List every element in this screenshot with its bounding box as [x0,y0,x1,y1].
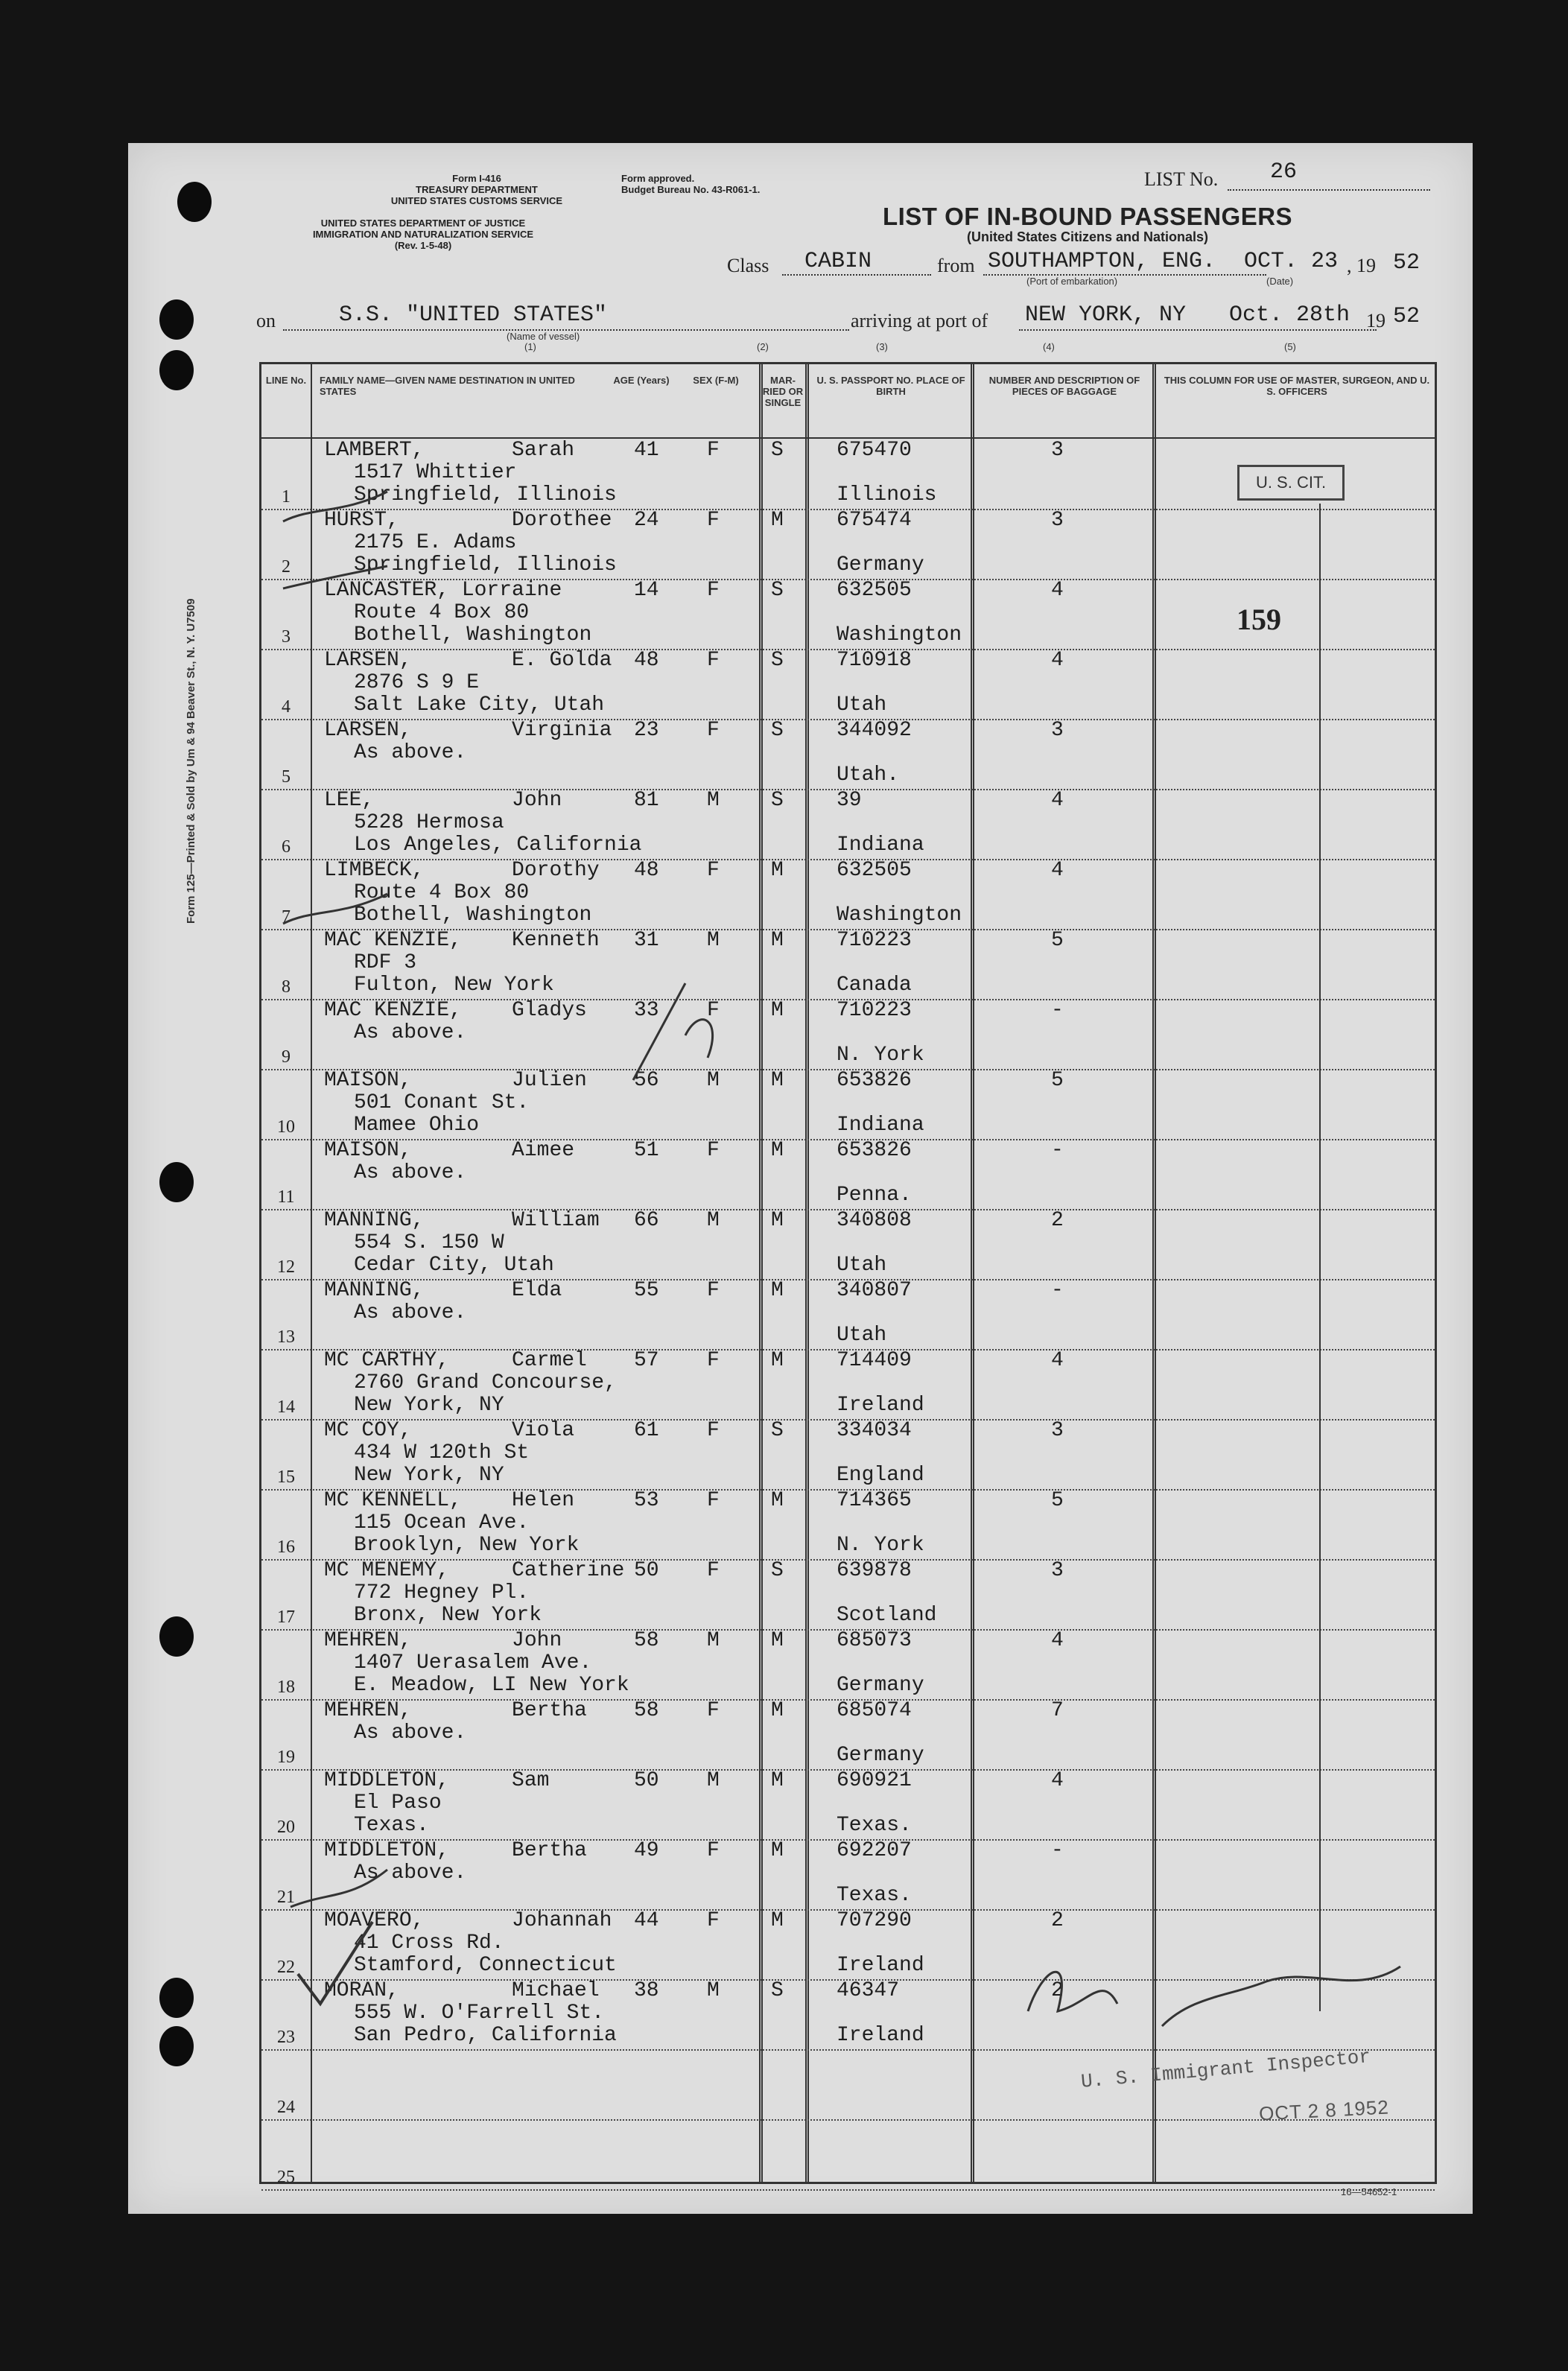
on-label: on [256,310,276,331]
check-mark [283,894,387,924]
arrival-date: Oct. 28th [1229,302,1350,328]
col-head-age: AGE (Years) [613,375,670,386]
passenger-name: MIDDLETON, Sam [324,1769,550,1792]
address-line-2: Bothell, Washington [354,904,592,927]
address-line-2: Los Angeles, California [354,834,642,857]
inspector-stamp: U. S. Immigrant Inspector [1080,2045,1372,2093]
marital-status: S [771,1419,784,1442]
age: 81 [634,789,659,812]
col-head-sex: SEX (F-M) [693,375,739,386]
form-number: Form I-416 [452,173,501,184]
marital-status: M [771,1279,784,1302]
marital-status: M [771,859,784,882]
class-value: CABIN [804,249,872,274]
age: 23 [634,719,659,742]
place-of-birth: Washington [837,623,962,647]
address-line-1: Route 4 Box 80 [354,881,530,904]
passport-number: 710918 [837,649,912,672]
address-line-1: 772 Hegney Pl. [354,1581,530,1605]
sex: F [707,1909,720,1932]
passport-number: 334034 [837,1419,912,1442]
address-line-2: Springfield, Illinois [354,483,617,507]
sex: F [707,859,720,882]
col-head-line: LINE No. [265,375,307,386]
age: 24 [634,509,659,532]
address-line-2: Mamee Ohio [354,1114,480,1137]
baggage-count: 3 [1051,1559,1064,1582]
batch-number: 159 [1237,603,1281,636]
place-of-birth: Penna. [837,1184,912,1207]
sex: M [707,1209,720,1232]
passenger-name: MEHREN, Bertha [324,1699,587,1722]
place-of-birth: Germany [837,1744,924,1767]
marital-status: S [771,649,784,672]
passenger-name: MAC KENZIE, Kenneth [324,929,600,952]
line-number: 4 [282,697,291,717]
address-line-2: E. Meadow, LI New York [354,1674,629,1697]
line-number: 7 [282,907,291,927]
line-number: 16 [277,1537,295,1557]
marital-status: M [771,1909,784,1932]
baggage-count: 4 [1051,789,1064,812]
page-subtitle: (United States Citizens and Nationals) [966,229,1209,244]
age: 31 [634,929,659,952]
ins-service: IMMIGRATION AND NATURALIZATION SERVICE [312,229,534,240]
passport-number: 714409 [837,1349,912,1372]
passenger-name: MAC KENZIE, Gladys [324,999,587,1022]
marital-status: M [771,1839,784,1862]
marital-status: M [771,999,784,1022]
age: 38 [634,1979,659,2002]
passport-number: 632505 [837,579,912,602]
line-number: 13 [277,1327,295,1347]
age: 14 [634,579,659,602]
inspector-signature [1028,1972,1117,2011]
baggage-count: 4 [1051,1349,1064,1372]
address-line-1: 555 W. O'Farrell St. [354,2002,605,2025]
place-of-birth: Indiana [837,834,924,857]
form-footer-number: 16—54652-1 [1341,2186,1397,2197]
page-title: LIST OF IN-BOUND PASSENGERS [882,203,1293,230]
address-line-1: 2760 Grand Concourse, [354,1371,617,1394]
address-line-2: Stamford, Connecticut [354,1954,617,1977]
col-head-name: FAMILY NAME—GIVEN NAME DESTINATION IN UNITED STATES [320,375,575,397]
passenger-name: MOAVERO, Johannah [324,1909,612,1932]
address-line-1: As above. [354,1721,467,1745]
passenger-name: LARSEN, Virginia [324,719,612,742]
passport-number: 39 [837,789,862,812]
passport-number: 675470 [837,439,912,462]
baggage-count: 2 [1051,1909,1064,1932]
line-number: 14 [277,1397,295,1417]
age: 61 [634,1419,659,1442]
marital-status: M [771,1769,784,1792]
line-number: 12 [277,1257,295,1277]
passenger-name: MIDDLETON, Bertha [324,1839,587,1862]
list-no-label: LIST No. [1144,168,1219,190]
line-number: 21 [277,1888,295,1907]
sex: F [707,1419,720,1442]
baggage-count: 3 [1051,439,1064,462]
age: 58 [634,1629,659,1652]
baggage-count: - [1051,1139,1064,1162]
address-line-2: San Pedro, California [354,2024,617,2047]
age: 44 [634,1909,659,1932]
baggage-count: 3 [1051,719,1064,742]
marital-status: M [771,929,784,952]
place-of-birth: Ireland [837,1394,924,1417]
sex: F [707,649,720,672]
line-number: 22 [277,1958,295,1977]
passport-number: 692207 [837,1839,912,1862]
baggage-count: 7 [1051,1699,1064,1722]
address-line-1: 5228 Hermosa [354,811,504,834]
passenger-name: LAMBERT, Sarah [324,439,575,462]
passport-number: 710223 [837,999,912,1022]
address-line-1: El Paso [354,1791,442,1815]
address-line-2: Brooklyn, New York [354,1534,580,1557]
line-number: 3 [282,627,291,647]
place-of-birth: Washington [837,904,962,927]
passenger-name: MANNING, William [324,1209,600,1232]
arrival-year: 52 [1393,304,1421,329]
marital-status: S [771,789,784,812]
address-line-1: As above. [354,1301,467,1324]
check-mark [298,1922,372,2004]
passport-number: 340808 [837,1209,912,1232]
place-of-birth: N. York [837,1044,924,1067]
place-of-birth: N. York [837,1534,924,1557]
age: 56 [634,1069,659,1092]
sex: F [707,1699,720,1722]
sex: F [707,439,720,462]
address-line-1: 501 Conant St. [354,1091,530,1114]
passport-number: 675474 [837,509,912,532]
passport-number: 710223 [837,929,912,952]
baggage-count: 4 [1051,579,1064,602]
passenger-name: MORAN, Michael [324,1979,600,2002]
col-head-passport: U. S. PASSPORT NO. PLACE OF BIRTH [816,375,965,397]
passenger-name: MAISON, Aimee [324,1139,575,1162]
place-of-birth: Germany [837,1674,924,1697]
address-line-1: As above. [354,1161,467,1184]
baggage-count: 3 [1051,1419,1064,1442]
line-number: 11 [277,1187,295,1207]
col-number: (5) [1284,341,1296,352]
age: 57 [634,1349,659,1372]
date-value: OCT. 23 [1244,249,1339,274]
year-value: 52 [1393,250,1421,276]
sex: M [707,1629,720,1652]
class-label: Class [727,255,769,276]
sex: F [707,509,720,532]
arriving-label: arriving at port of [851,310,988,331]
passport-number: 685073 [837,1629,912,1652]
baggage-count: 4 [1051,1629,1064,1652]
address-line-2: Texas. [354,1814,429,1837]
vessel-value: S.S. "UNITED STATES" [339,302,608,328]
passport-number: 685074 [837,1699,912,1722]
baggage-count: 2 [1051,1209,1064,1232]
baggage-count: 2 [1051,1979,1064,2002]
marital-status: M [771,1629,784,1652]
line-number: 9 [282,1047,291,1067]
line-number: 10 [277,1117,295,1137]
marital-status: S [771,579,784,602]
col-head-officers: THIS COLUMN FOR USE OF MASTER, SURGEON, AND U. S. OFFICERS [1164,375,1430,397]
from-label: from [937,255,975,276]
passenger-name: MC COY, Viola [324,1419,575,1442]
baggage-count: - [1051,1279,1064,1302]
address-line-2: Bothell, Washington [354,623,592,647]
address-line-1: 41 Cross Rd. [354,1932,504,1955]
address-line-2: Bronx, New York [354,1604,542,1627]
inspector-date: OCT 2 8 1952 [1258,2095,1390,2125]
age: 66 [634,1209,659,1232]
place-of-birth: Texas. [837,1814,912,1837]
passenger-name: LARSEN, E. Golda [324,649,612,672]
place-of-birth: Utah [837,1324,887,1347]
passport-number: 653826 [837,1069,912,1092]
age: 48 [634,649,659,672]
address-line-1: 1517 Whittier [354,461,517,484]
arrival-year-prefix: 19 [1366,310,1386,331]
address-line-2: Springfield, Illinois [354,553,617,577]
form-revision: (Rev. 1-5-48) [394,240,452,251]
place-of-birth: Ireland [837,1954,924,1977]
baggage-count: 5 [1051,1069,1064,1092]
place-of-birth: Canada [837,974,912,997]
place-of-birth: Utah [837,1254,887,1277]
line-number: 24 [277,2098,295,2117]
passport-number: 639878 [837,1559,912,1582]
address-line-2: Cedar City, Utah [354,1254,554,1277]
age: 55 [634,1279,659,1302]
passport-number: 714365 [837,1489,912,1512]
place-of-birth: Scotland [837,1604,937,1627]
marital-status: S [771,439,784,462]
passenger-name: MC KENNELL, Helen [324,1489,575,1512]
passenger-name: MAISON, Julien [324,1069,587,1092]
vessel-caption: (Name of vessel) [507,331,580,342]
treasury-dept: TREASURY DEPARTMENT [416,184,538,195]
marital-status: M [771,1209,784,1232]
baggage-count: 4 [1051,1769,1064,1792]
passenger-name: LEE, John [324,789,562,812]
passport-number: 690921 [837,1769,912,1792]
passport-number: 632505 [837,859,912,882]
passenger-name: LANCASTER, Lorraine [324,579,562,602]
marital-status: M [771,1069,784,1092]
line-number: 23 [277,2028,295,2047]
sex: F [707,999,720,1022]
col-head-baggage: NUMBER AND DESCRIPTION OF PIECES OF BAGGAGE [988,375,1140,397]
passenger-name: HURST, Dorothee [324,509,612,532]
marital-status: M [771,1699,784,1722]
check-mark [291,1870,387,1907]
sex: M [707,929,720,952]
age: 50 [634,1769,659,1792]
form-approved: Form approved. [621,173,695,184]
baggage-count: 5 [1051,929,1064,952]
marital-status: M [771,1349,784,1372]
address-line-1: As above. [354,741,467,764]
marital-status: M [771,1139,784,1162]
passenger-name: MANNING, Elda [324,1279,562,1302]
address-line-1: 554 S. 150 W [354,1231,504,1254]
age: 50 [634,1559,659,1582]
line-number: 6 [282,837,291,857]
line-number: 19 [277,1748,295,1767]
date-caption: (Date) [1266,276,1294,287]
passport-number: 344092 [837,719,912,742]
marital-status: S [771,1979,784,2002]
baggage-count: 4 [1051,649,1064,672]
list-no-value: 26 [1270,159,1298,185]
passport-number: 707290 [837,1909,912,1932]
sex: F [707,1489,720,1512]
address-line-1: RDF 3 [354,951,417,974]
place-of-birth: Texas. [837,1884,912,1907]
check-mark [283,566,387,588]
age: 58 [634,1699,659,1722]
baggage-count: 5 [1051,1489,1064,1512]
port-caption: (Port of embarkation) [1026,276,1118,287]
sex: F [707,579,720,602]
line-number: 5 [282,767,291,787]
place-of-birth: Utah. [837,764,900,787]
passenger-name: MEHREN, John [324,1629,562,1652]
address-line-2: Fulton, New York [354,974,554,997]
line-number: 20 [277,1818,295,1837]
sex: F [707,1559,720,1582]
us-citizen-stamp: U. S. CIT. [1237,465,1345,501]
sex: F [707,1349,720,1372]
age: 49 [634,1839,659,1862]
passenger-name: MC CARTHY, Carmel [324,1349,587,1372]
age: 51 [634,1139,659,1162]
age: 33 [634,999,659,1022]
inspector-signature [1162,1967,1400,2026]
marital-status: S [771,1559,784,1582]
budget-number: Budget Bureau No. 43-R061-1. [621,184,761,195]
line-number: 17 [277,1607,295,1627]
age: 41 [634,439,659,462]
address-line-1: 434 W 120th St [354,1441,530,1464]
baggage-count: 3 [1051,509,1064,532]
address-line-1: As above. [354,1021,467,1044]
line-number: 15 [277,1467,295,1487]
address-line-1: 1407 Uerasalem Ave. [354,1651,592,1675]
place-of-birth: England [837,1464,924,1487]
place-of-birth: Illinois [837,483,937,507]
justice-dept: UNITED STATES DEPARTMENT OF JUSTICE [320,218,526,229]
passport-number: 340807 [837,1279,912,1302]
customs-service: UNITED STATES CUSTOMS SERVICE [390,195,563,206]
place-of-birth: Germany [837,553,924,577]
address-line-1: 115 Ocean Ave. [354,1511,530,1534]
pen-mark [633,983,685,1080]
col-number: (4) [1043,341,1055,352]
marital-status: M [771,1489,784,1512]
address-line-1: 2876 S 9 E [354,671,480,694]
sex: F [707,1839,720,1862]
marital-status: M [771,509,784,532]
address-line-1: As above. [354,1861,467,1885]
port-value: SOUTHAMPTON, ENG. [988,249,1216,274]
address-line-1: 2175 E. Adams [354,531,517,554]
passenger-name: LIMBECK, Dorothy [324,859,600,882]
line-number: 2 [282,557,291,577]
year-prefix: , 19 [1347,255,1376,276]
address-line-2: New York, NY [354,1464,504,1487]
line-number: 8 [282,977,291,997]
baggage-count: - [1051,999,1064,1022]
col-number: (3) [876,341,888,352]
pen-mark [685,1020,713,1058]
sex: M [707,1769,720,1792]
line-number: 25 [277,2168,295,2187]
age: 53 [634,1489,659,1512]
passport-number: 46347 [837,1979,900,2002]
address-line-1: Route 4 Box 80 [354,601,530,624]
sex: F [707,1279,720,1302]
sex: M [707,1069,720,1092]
age: 48 [634,859,659,882]
sex: M [707,1979,720,2002]
marital-status: S [771,719,784,742]
place-of-birth: Indiana [837,1114,924,1137]
place-of-birth: Utah [837,693,887,717]
baggage-count: 4 [1051,859,1064,882]
place-of-birth: Ireland [837,2024,924,2047]
col-head-married: MAR-RIED OR SINGLE [762,375,804,408]
baggage-count: - [1051,1839,1064,1862]
sex: F [707,719,720,742]
address-line-2: New York, NY [354,1394,504,1417]
arrival-port: NEW YORK, NY [1025,302,1187,328]
line-number: 18 [277,1678,295,1697]
check-mark [283,492,387,521]
line-number: 1 [282,487,291,507]
passenger-name: MC MENEMY, Catherine [324,1559,625,1582]
col-number: (1) [524,341,536,352]
col-number: (2) [757,341,769,352]
sex: M [707,789,720,812]
passport-number: 653826 [837,1139,912,1162]
address-line-2: Salt Lake City, Utah [354,693,605,717]
sex: F [707,1139,720,1162]
